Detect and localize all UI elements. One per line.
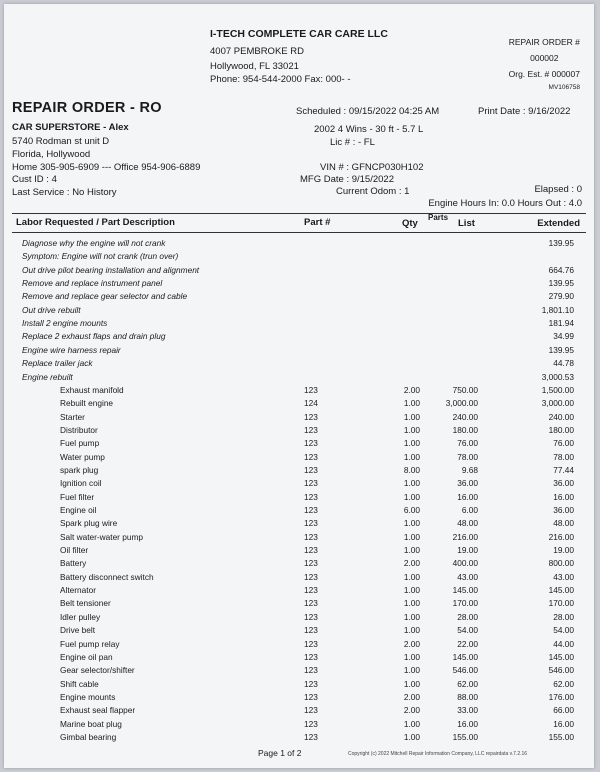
- item-description: Install 2 engine mounts: [22, 318, 108, 329]
- item-list-price: 36.00: [457, 478, 478, 489]
- item-quantity: 2.00: [403, 558, 420, 569]
- item-extended-price: 664.76: [548, 264, 574, 275]
- labor-line-item: [4, 291, 594, 304]
- item-list-price: 48.00: [457, 518, 478, 529]
- part-line-item: [4, 505, 594, 518]
- last-service: Last Service : No History: [12, 187, 117, 198]
- item-description: Replace trailer jack: [22, 358, 93, 369]
- shop-phone: Phone: 954-544-2000 Fax: 000- -: [210, 74, 351, 85]
- item-description: Battery: [60, 558, 87, 569]
- item-list-price: 155.00: [452, 731, 478, 742]
- labor-line-item: [4, 305, 594, 318]
- part-line-item: [4, 398, 594, 411]
- item-description: Idler pulley: [60, 611, 101, 622]
- item-quantity: 1.00: [403, 571, 420, 582]
- item-part-number: 123: [304, 545, 318, 556]
- item-part-number: 123: [304, 691, 318, 702]
- item-part-number: 123: [304, 424, 318, 435]
- shop-city: Hollywood, FL 33021: [210, 61, 299, 72]
- item-quantity: 1.00: [403, 611, 420, 622]
- item-description: Marine boat plug: [60, 718, 122, 729]
- item-part-number: 123: [304, 598, 318, 609]
- item-list-price: 19.00: [457, 545, 478, 556]
- item-description: Ignition coil: [60, 478, 102, 489]
- labor-line-item: [4, 331, 594, 344]
- item-description: Gimbal bearing: [60, 731, 117, 742]
- item-list-price: 9.68: [461, 464, 478, 475]
- item-description: Battery disconnect switch: [60, 571, 154, 582]
- item-quantity: 1.00: [403, 478, 420, 489]
- item-extended-price: 43.00: [553, 571, 574, 582]
- table-top-rule: [12, 213, 586, 214]
- item-part-number: 123: [304, 478, 318, 489]
- customer-phones: Home 305-905-6909 --- Office 954-906-6889: [12, 162, 201, 173]
- vehicle-description: 2002 4 Wins - 30 ft - 5.7 L: [314, 124, 424, 135]
- item-quantity: 6.00: [403, 505, 420, 515]
- item-quantity: 1.00: [403, 651, 420, 662]
- item-description: Oil filter: [60, 545, 89, 556]
- item-description: Remove and replace gear selector and cable: [22, 291, 188, 302]
- item-quantity: 1.00: [403, 718, 420, 729]
- item-description: Fuel pump: [60, 438, 100, 449]
- item-list-price: 216.00: [452, 531, 478, 542]
- item-list-price: 6.00: [461, 505, 478, 515]
- part-line-item: [4, 585, 594, 598]
- manufacture-date: MFG Date : 9/15/2022: [300, 174, 394, 185]
- item-quantity: 2.00: [403, 384, 420, 395]
- part-line-item: [4, 425, 594, 438]
- labor-line-item: [4, 372, 594, 385]
- part-line-item: [4, 665, 594, 678]
- item-quantity: 1.00: [403, 491, 420, 502]
- item-description: Out drive rebuilt: [22, 304, 81, 315]
- engine-hours: Engine Hours In: 0.0 Hours Out : 4.0: [428, 198, 582, 209]
- item-list-price: 62.00: [457, 678, 478, 689]
- item-description: Belt tensioner: [60, 598, 111, 609]
- item-part-number: 123: [304, 491, 318, 502]
- part-line-item: [4, 692, 594, 705]
- item-quantity: 2.00: [403, 705, 420, 716]
- item-list-price: 33.00: [457, 705, 478, 716]
- customer-id: Cust ID : 4: [12, 174, 57, 185]
- item-extended-price: 36.00: [553, 505, 574, 515]
- item-part-number: 123: [304, 611, 318, 622]
- item-quantity: 1.00: [403, 438, 420, 449]
- item-list-price: 43.00: [457, 571, 478, 582]
- part-line-item: [4, 478, 594, 491]
- current-odometer: Current Odom : 1: [336, 186, 410, 197]
- item-quantity: 1.00: [403, 665, 420, 676]
- item-extended-price: 48.00: [553, 518, 574, 529]
- item-part-number: 123: [304, 531, 318, 542]
- item-extended-price: 19.00: [553, 545, 574, 556]
- part-line-item: [4, 545, 594, 558]
- item-part-number: 123: [304, 451, 318, 462]
- part-line-item: [4, 652, 594, 665]
- item-extended-price: 546.00: [548, 665, 574, 676]
- ro-number-label: REPAIR ORDER #: [508, 37, 580, 47]
- item-description: Out drive pilot bearing installation and alignment: [22, 264, 200, 275]
- item-description: Symptom: Engine will not crank (trun over): [22, 251, 179, 262]
- item-description: Salt water-water pump: [60, 531, 144, 542]
- item-extended-price: 180.00: [548, 424, 574, 435]
- item-description: Replace 2 exhaust flaps and drain plug: [22, 331, 166, 342]
- item-list-price: 88.00: [457, 691, 478, 702]
- item-quantity: 1.00: [403, 518, 420, 529]
- part-line-item: [4, 412, 594, 425]
- column-qty: Qty: [402, 218, 418, 229]
- item-description: Engine oil pan: [60, 651, 113, 662]
- item-quantity: 1.00: [403, 411, 420, 422]
- item-description: Drive belt: [60, 625, 96, 636]
- item-list-price: 170.00: [452, 598, 478, 609]
- part-line-item: [4, 452, 594, 465]
- item-extended-price: 139.95: [548, 238, 574, 248]
- item-list-price: 145.00: [452, 585, 478, 596]
- part-line-item: [4, 705, 594, 718]
- item-description: Fuel filter: [60, 491, 95, 502]
- part-line-item: [4, 625, 594, 638]
- item-extended-price: 16.00: [553, 718, 574, 729]
- item-part-number: 123: [304, 585, 318, 596]
- item-list-price: 78.00: [457, 451, 478, 462]
- item-part-number: 123: [304, 571, 318, 582]
- item-extended-price: 145.00: [548, 585, 574, 596]
- item-description: Water pump: [60, 451, 105, 462]
- labor-line-item: [4, 318, 594, 331]
- part-line-item: [4, 612, 594, 625]
- print-date: Print Date : 9/16/2022: [478, 106, 571, 117]
- labor-line-item: [4, 278, 594, 291]
- item-extended-price: 34.99: [553, 331, 574, 342]
- item-quantity: 1.00: [403, 678, 420, 689]
- item-list-price: 54.00: [457, 625, 478, 636]
- item-extended-price: 77.44: [553, 464, 574, 475]
- item-description: spark plug: [60, 464, 99, 475]
- part-line-item: [4, 518, 594, 531]
- item-extended-price: 1,801.10: [541, 304, 574, 315]
- item-quantity: 1.00: [403, 598, 420, 609]
- ro-number: 000002: [530, 53, 559, 63]
- item-part-number: 123: [304, 505, 318, 515]
- item-part-number: 123: [304, 638, 318, 649]
- item-quantity: 1.00: [403, 531, 420, 542]
- column-list: List: [458, 218, 475, 229]
- item-extended-price: 240.00: [548, 411, 574, 422]
- item-description: Spark plug wire: [60, 518, 118, 529]
- column-description: Labor Requested / Part Description: [16, 217, 175, 228]
- part-line-item: [4, 492, 594, 505]
- item-description: Diagnose why the engine will not crank: [22, 238, 166, 248]
- part-line-item: [4, 639, 594, 652]
- item-part-number: 123: [304, 705, 318, 716]
- item-extended-price: 36.00: [553, 478, 574, 489]
- item-extended-price: 139.95: [548, 278, 574, 289]
- labor-line-item: [4, 251, 594, 264]
- item-description: Distributor: [60, 424, 98, 435]
- copyright-notice: Copyright (c) 2022 Mitchell Repair Information Company, LLC repairdata v.7.2.16: [348, 751, 528, 757]
- part-line-item: [4, 572, 594, 585]
- item-part-number: 123: [304, 718, 318, 729]
- item-extended-price: 44.00: [553, 638, 574, 649]
- item-extended-price: 139.95: [548, 344, 574, 355]
- part-line-item: [4, 532, 594, 545]
- item-quantity: 1.00: [403, 585, 420, 596]
- item-list-price: 22.00: [457, 638, 478, 649]
- item-description: Starter: [60, 411, 85, 422]
- shop-address: 4007 PEMBROKE RD: [210, 46, 304, 57]
- item-list-price: 546.00: [452, 665, 478, 676]
- shop-name: I-TECH COMPLETE CAR CARE LLC: [210, 28, 388, 40]
- item-part-number: 123: [304, 665, 318, 676]
- item-description: Shift cable: [60, 678, 99, 689]
- item-quantity: 1.00: [403, 424, 420, 435]
- item-part-number: 123: [304, 411, 318, 422]
- item-part-number: 123: [304, 625, 318, 636]
- item-part-number: 123: [304, 518, 318, 529]
- item-part-number: 123: [304, 438, 318, 449]
- item-part-number: 123: [304, 464, 318, 475]
- item-extended-price: 145.00: [548, 651, 574, 662]
- part-line-item: [4, 558, 594, 571]
- part-line-item: [4, 679, 594, 692]
- item-extended-price: 176.00: [548, 691, 574, 702]
- part-line-item: [4, 438, 594, 451]
- item-list-price: 16.00: [457, 491, 478, 502]
- part-line-item: [4, 598, 594, 611]
- vin-number: VIN # : GFNCP030H102: [320, 162, 424, 173]
- repair-order-number-box: [509, 34, 580, 94]
- item-extended-price: 800.00: [548, 558, 574, 569]
- item-description: Rebuilt engine: [60, 398, 114, 409]
- item-extended-price: 170.00: [548, 598, 574, 609]
- column-parts: Parts: [428, 213, 449, 222]
- column-extended: Extended: [537, 218, 580, 229]
- item-quantity: 1.00: [403, 451, 420, 462]
- item-quantity: 1.00: [403, 545, 420, 556]
- item-description: Engine rebuilt: [22, 371, 73, 382]
- labor-line-item: [4, 238, 594, 251]
- page-number: Page 1 of 2: [258, 748, 302, 758]
- item-list-price: 240.00: [452, 411, 478, 422]
- item-quantity: 1.00: [403, 731, 420, 742]
- item-extended-price: 44.78: [553, 358, 574, 369]
- item-extended-price: 62.00: [553, 678, 574, 689]
- item-description: Alternator: [60, 585, 96, 596]
- elapsed: Elapsed : 0: [534, 184, 582, 195]
- item-description: Engine mounts: [60, 691, 116, 702]
- item-extended-price: 66.00: [553, 705, 574, 716]
- part-line-item: [4, 465, 594, 478]
- item-list-price: 180.00: [452, 424, 478, 435]
- item-list-price: 76.00: [457, 438, 478, 449]
- item-extended-price: 216.00: [548, 531, 574, 542]
- item-list-price: 750.00: [452, 384, 478, 395]
- item-description: Exhaust manifold: [60, 384, 124, 395]
- item-list-price: 3,000.00: [445, 398, 478, 409]
- item-description: Fuel pump relay: [60, 638, 120, 649]
- item-quantity: 2.00: [403, 691, 420, 702]
- org-estimate-number: Org. Est. # 000007: [508, 69, 580, 79]
- item-extended-price: 155.00: [548, 731, 574, 742]
- column-part-number: Part #: [304, 217, 331, 228]
- item-extended-price: 181.94: [548, 318, 574, 329]
- item-extended-price: 28.00: [553, 611, 574, 622]
- item-part-number: 123: [304, 678, 318, 689]
- table-header-rule: [12, 232, 586, 233]
- labor-line-item: [4, 265, 594, 278]
- item-description: Remove and replace instrument panel: [22, 278, 163, 289]
- item-list-price: 28.00: [457, 611, 478, 622]
- part-line-item: [4, 732, 594, 745]
- customer-name: CAR SUPERSTORE - Alex: [12, 122, 129, 133]
- part-line-item: [4, 719, 594, 732]
- part-line-item: [4, 385, 594, 398]
- item-quantity: 1.00: [403, 625, 420, 636]
- item-part-number: 124: [304, 398, 318, 409]
- item-description: Exhaust seal flapper: [60, 705, 136, 716]
- customer-city: Florida, Hollywood: [12, 149, 91, 160]
- item-description: Gear selector/shifter: [60, 665, 135, 676]
- item-extended-price: 76.00: [553, 438, 574, 449]
- item-extended-price: 78.00: [553, 451, 574, 462]
- item-quantity: 8.00: [403, 464, 420, 475]
- item-extended-price: 54.00: [553, 625, 574, 636]
- repair-order-page: [4, 4, 594, 768]
- item-list-price: 400.00: [452, 558, 478, 569]
- item-extended-price: 3,000.00: [541, 398, 574, 409]
- item-quantity: 1.00: [403, 398, 420, 409]
- item-description: Engine wire harness repair: [22, 344, 121, 355]
- document-title: REPAIR ORDER - RO: [12, 100, 162, 116]
- license-plate: Lic # : - FL: [330, 137, 375, 148]
- item-description: Engine oil: [60, 505, 97, 515]
- item-part-number: 123: [304, 558, 318, 569]
- item-quantity: 2.00: [403, 638, 420, 649]
- scheduled-date: Scheduled : 09/15/2022 04:25 AM: [296, 106, 440, 117]
- item-extended-price: 16.00: [553, 491, 574, 502]
- item-list-price: 16.00: [457, 718, 478, 729]
- item-extended-price: 279.90: [548, 291, 574, 302]
- item-extended-price: 1,500.00: [541, 384, 574, 395]
- item-part-number: 123: [304, 651, 318, 662]
- labor-line-item: [4, 358, 594, 371]
- item-extended-price: 3,000.53: [541, 371, 574, 382]
- item-part-number: 123: [304, 731, 318, 742]
- ro-code: MV106758: [548, 84, 580, 91]
- item-list-price: 145.00: [452, 651, 478, 662]
- item-part-number: 123: [304, 384, 318, 395]
- labor-line-item: [4, 345, 594, 358]
- customer-street: 5740 Rodman st unit D: [12, 136, 110, 147]
